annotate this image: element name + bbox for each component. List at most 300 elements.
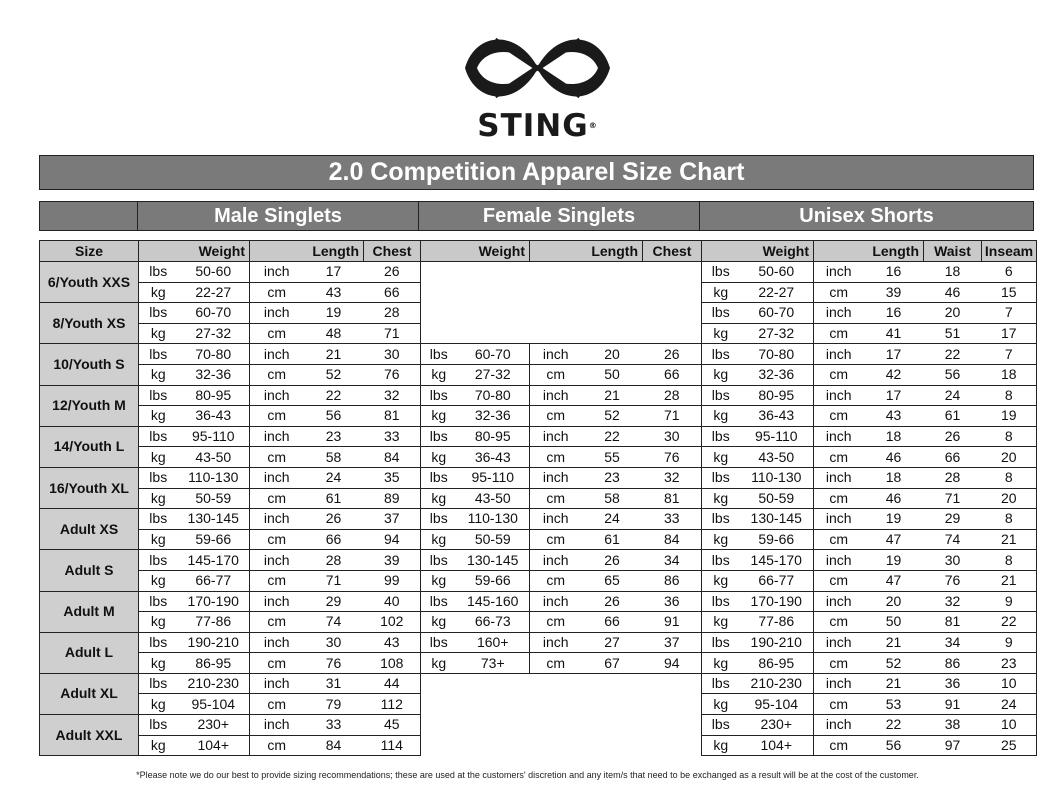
male-weight-kg: 27-32 <box>178 323 250 344</box>
unit-kg: kg <box>139 488 178 509</box>
female-empty-cell <box>643 715 702 736</box>
unit-cm: cm <box>530 653 582 674</box>
size-label: Adult L <box>40 632 139 673</box>
unit-cm: cm <box>814 570 864 591</box>
shorts-length-cm: 43 <box>864 406 924 427</box>
shorts-weight-lbs: 110-130 <box>740 467 814 488</box>
size-label: Adult XL <box>40 673 139 714</box>
unit-cm: cm <box>814 323 864 344</box>
unit-kg: kg <box>702 323 740 344</box>
female-empty-cell <box>457 262 530 283</box>
shorts-inseam-inch: 6 <box>982 262 1037 283</box>
table-row <box>40 467 1037 488</box>
shorts-inseam-inch: 8 <box>982 550 1037 571</box>
unit-kg: kg <box>702 364 740 385</box>
female-chest-inch: 26 <box>643 344 702 365</box>
male-chest-inch: 35 <box>364 467 421 488</box>
shorts-inseam-cm: 21 <box>982 529 1037 550</box>
unit-lbs: lbs <box>702 632 740 653</box>
male-length-inch: 30 <box>304 632 364 653</box>
header-male-weight: Weight <box>139 241 250 262</box>
shorts-inseam-inch: 8 <box>982 467 1037 488</box>
female-empty-cell <box>582 303 643 324</box>
male-chest-cm: 76 <box>364 364 421 385</box>
female-empty-cell <box>421 673 457 694</box>
male-weight-kg: 36-43 <box>178 406 250 427</box>
female-empty-cell <box>643 323 702 344</box>
male-length-cm: 84 <box>304 735 364 756</box>
shorts-length-inch: 19 <box>864 550 924 571</box>
female-weight-kg: 59-66 <box>457 570 530 591</box>
female-chest-inch: 34 <box>643 550 702 571</box>
section-header-blank <box>39 201 138 231</box>
male-weight-lbs: 210-230 <box>178 673 250 694</box>
male-length-cm: 71 <box>304 570 364 591</box>
unit-kg: kg <box>702 694 740 715</box>
unit-cm: cm <box>814 488 864 509</box>
shorts-length-inch: 16 <box>864 303 924 324</box>
unit-inch: inch <box>814 344 864 365</box>
shorts-weight-lbs: 95-110 <box>740 426 814 447</box>
table-row <box>40 262 1037 283</box>
shorts-inseam-inch: 7 <box>982 303 1037 324</box>
male-chest-cm: 71 <box>364 323 421 344</box>
female-empty-cell <box>582 715 643 736</box>
unit-kg: kg <box>139 282 178 303</box>
header-male-chest: Chest <box>364 241 421 262</box>
shorts-weight-kg: 95-104 <box>740 694 814 715</box>
unit-inch: inch <box>250 385 304 406</box>
male-chest-inch: 37 <box>364 509 421 530</box>
shorts-waist-inch: 38 <box>924 715 982 736</box>
shorts-waist-cm: 71 <box>924 488 982 509</box>
unit-kg: kg <box>421 488 457 509</box>
male-chest-inch: 43 <box>364 632 421 653</box>
female-empty-cell <box>421 262 457 283</box>
unit-inch: inch <box>250 426 304 447</box>
unit-cm: cm <box>250 364 304 385</box>
unit-kg: kg <box>421 612 457 633</box>
unit-cm: cm <box>814 406 864 427</box>
unit-inch: inch <box>530 344 582 365</box>
size-label: 6/Youth XXS <box>40 262 139 303</box>
shorts-waist-cm: 74 <box>924 529 982 550</box>
male-chest-cm: 108 <box>364 653 421 674</box>
shorts-waist-inch: 28 <box>924 467 982 488</box>
female-weight-lbs: 130-145 <box>457 550 530 571</box>
unit-lbs: lbs <box>702 509 740 530</box>
shorts-waist-cm: 51 <box>924 323 982 344</box>
footnote: *Please note we do our best to provide sizing recommendations; these are used at the customers' discretion and any item/s that need to be exchanged as a result will be at the cost of the customer. <box>136 770 919 780</box>
table-row <box>40 344 1037 365</box>
male-chest-inch: 26 <box>364 262 421 283</box>
unit-lbs: lbs <box>421 426 457 447</box>
shorts-inseam-cm: 21 <box>982 570 1037 591</box>
shorts-waist-cm: 56 <box>924 364 982 385</box>
female-length-cm: 55 <box>582 447 643 468</box>
unit-inch: inch <box>250 632 304 653</box>
unit-cm: cm <box>814 694 864 715</box>
unit-cm: cm <box>250 612 304 633</box>
table-row <box>40 282 1037 303</box>
male-length-inch: 28 <box>304 550 364 571</box>
shorts-weight-kg: 36-43 <box>740 406 814 427</box>
male-length-inch: 26 <box>304 509 364 530</box>
shorts-weight-lbs: 70-80 <box>740 344 814 365</box>
female-empty-cell <box>530 735 582 756</box>
female-weight-kg: 43-50 <box>457 488 530 509</box>
unit-kg: kg <box>139 694 178 715</box>
unit-lbs: lbs <box>139 550 178 571</box>
male-chest-cm: 102 <box>364 612 421 633</box>
female-chest-inch: 33 <box>643 509 702 530</box>
shorts-weight-kg: 66-77 <box>740 570 814 591</box>
unit-kg: kg <box>702 488 740 509</box>
shorts-waist-inch: 32 <box>924 591 982 612</box>
table-row <box>40 488 1037 509</box>
shorts-waist-inch: 24 <box>924 385 982 406</box>
unit-kg: kg <box>139 323 178 344</box>
unit-inch: inch <box>250 303 304 324</box>
male-length-cm: 61 <box>304 488 364 509</box>
section-unisex-shorts: Unisex Shorts <box>699 201 1034 231</box>
unit-lbs: lbs <box>139 303 178 324</box>
unit-lbs: lbs <box>139 591 178 612</box>
male-weight-lbs: 145-170 <box>178 550 250 571</box>
header-male-length: Length <box>250 241 364 262</box>
male-chest-cm: 99 <box>364 570 421 591</box>
female-empty-cell <box>643 673 702 694</box>
male-weight-lbs: 190-210 <box>178 632 250 653</box>
female-length-inch: 20 <box>582 344 643 365</box>
shorts-inseam-cm: 20 <box>982 447 1037 468</box>
unit-kg: kg <box>702 406 740 427</box>
shorts-weight-lbs: 50-60 <box>740 262 814 283</box>
female-length-inch: 22 <box>582 426 643 447</box>
male-weight-lbs: 50-60 <box>178 262 250 283</box>
table-row <box>40 673 1037 694</box>
header-shorts-waist: Waist <box>924 241 982 262</box>
female-chest-cm: 84 <box>643 529 702 550</box>
unit-kg: kg <box>421 653 457 674</box>
unit-kg: kg <box>139 612 178 633</box>
unit-lbs: lbs <box>421 467 457 488</box>
male-chest-cm: 94 <box>364 529 421 550</box>
logo-cross <box>495 40 580 96</box>
unit-inch: inch <box>530 467 582 488</box>
female-empty-cell <box>421 323 457 344</box>
shorts-length-cm: 47 <box>864 570 924 591</box>
shorts-weight-kg: 77-86 <box>740 612 814 633</box>
female-length-cm: 50 <box>582 364 643 385</box>
shorts-weight-lbs: 230+ <box>740 715 814 736</box>
unit-inch: inch <box>530 550 582 571</box>
female-length-cm: 67 <box>582 653 643 674</box>
shorts-inseam-cm: 17 <box>982 323 1037 344</box>
unit-lbs: lbs <box>702 467 740 488</box>
table-row <box>40 447 1037 468</box>
female-chest-inch: 36 <box>643 591 702 612</box>
shorts-length-inch: 17 <box>864 344 924 365</box>
male-weight-kg: 95-104 <box>178 694 250 715</box>
male-weight-kg: 43-50 <box>178 447 250 468</box>
unit-cm: cm <box>530 364 582 385</box>
male-chest-inch: 33 <box>364 426 421 447</box>
unit-cm: cm <box>250 406 304 427</box>
female-empty-cell <box>421 303 457 324</box>
female-empty-cell <box>457 735 530 756</box>
unit-cm: cm <box>250 282 304 303</box>
male-length-cm: 48 <box>304 323 364 344</box>
unit-kg: kg <box>421 406 457 427</box>
male-weight-lbs: 170-190 <box>178 591 250 612</box>
unit-cm: cm <box>250 447 304 468</box>
section-header-row <box>39 201 1034 231</box>
male-length-cm: 74 <box>304 612 364 633</box>
female-weight-kg: 27-32 <box>457 364 530 385</box>
unit-cm: cm <box>814 529 864 550</box>
unit-cm: cm <box>250 488 304 509</box>
shorts-length-cm: 53 <box>864 694 924 715</box>
male-length-cm: 66 <box>304 529 364 550</box>
unit-kg: kg <box>421 447 457 468</box>
shorts-waist-cm: 86 <box>924 653 982 674</box>
unit-lbs: lbs <box>702 426 740 447</box>
header-female-length: Length <box>530 241 643 262</box>
shorts-inseam-cm: 22 <box>982 612 1037 633</box>
unit-cm: cm <box>250 735 304 756</box>
female-length-cm: 66 <box>582 612 643 633</box>
male-weight-lbs: 110-130 <box>178 467 250 488</box>
shorts-weight-lbs: 130-145 <box>740 509 814 530</box>
male-weight-kg: 59-66 <box>178 529 250 550</box>
unit-kg: kg <box>421 570 457 591</box>
shorts-weight-kg: 32-36 <box>740 364 814 385</box>
shorts-waist-cm: 97 <box>924 735 982 756</box>
male-chest-inch: 44 <box>364 673 421 694</box>
unit-lbs: lbs <box>139 467 178 488</box>
shorts-length-inch: 17 <box>864 385 924 406</box>
unit-cm: cm <box>530 447 582 468</box>
shorts-waist-cm: 46 <box>924 282 982 303</box>
male-weight-kg: 22-27 <box>178 282 250 303</box>
shorts-waist-cm: 81 <box>924 612 982 633</box>
female-length-cm: 65 <box>582 570 643 591</box>
shorts-weight-kg: 22-27 <box>740 282 814 303</box>
female-empty-cell <box>421 735 457 756</box>
unit-kg: kg <box>139 447 178 468</box>
unit-kg: kg <box>702 529 740 550</box>
table-row <box>40 735 1037 756</box>
table-row <box>40 385 1037 406</box>
female-empty-cell <box>457 303 530 324</box>
column-header-row <box>40 241 1037 262</box>
male-weight-kg: 77-86 <box>178 612 250 633</box>
shorts-length-inch: 16 <box>864 262 924 283</box>
table-row <box>40 653 1037 674</box>
table-row <box>40 323 1037 344</box>
shorts-length-cm: 52 <box>864 653 924 674</box>
female-empty-cell <box>582 262 643 283</box>
table-row <box>40 550 1037 571</box>
shorts-weight-lbs: 145-170 <box>740 550 814 571</box>
section-female-singlets: Female Singlets <box>418 201 700 231</box>
sting-logo-mark <box>455 28 620 108</box>
header-shorts-length: Length <box>814 241 924 262</box>
unit-kg: kg <box>139 735 178 756</box>
shorts-length-cm: 41 <box>864 323 924 344</box>
shorts-weight-kg: 27-32 <box>740 323 814 344</box>
female-empty-cell <box>530 262 582 283</box>
unit-kg: kg <box>702 735 740 756</box>
size-label: 14/Youth L <box>40 426 139 467</box>
header-female-weight: Weight <box>421 241 530 262</box>
shorts-inseam-cm: 20 <box>982 488 1037 509</box>
unit-lbs: lbs <box>702 385 740 406</box>
female-weight-lbs: 145-160 <box>457 591 530 612</box>
unit-inch: inch <box>814 467 864 488</box>
unit-cm: cm <box>250 653 304 674</box>
female-chest-cm: 91 <box>643 612 702 633</box>
table-row <box>40 715 1037 736</box>
shorts-weight-kg: 86-95 <box>740 653 814 674</box>
unit-kg: kg <box>702 612 740 633</box>
shorts-length-cm: 46 <box>864 447 924 468</box>
unit-lbs: lbs <box>421 632 457 653</box>
male-weight-lbs: 60-70 <box>178 303 250 324</box>
shorts-waist-cm: 66 <box>924 447 982 468</box>
table-row <box>40 509 1037 530</box>
male-weight-kg: 50-59 <box>178 488 250 509</box>
male-length-inch: 24 <box>304 467 364 488</box>
female-chest-cm: 76 <box>643 447 702 468</box>
shorts-waist-inch: 22 <box>924 344 982 365</box>
unit-lbs: lbs <box>702 673 740 694</box>
table-row <box>40 694 1037 715</box>
shorts-inseam-inch: 8 <box>982 509 1037 530</box>
unit-lbs: lbs <box>139 344 178 365</box>
female-chest-cm: 86 <box>643 570 702 591</box>
size-label: 12/Youth M <box>40 385 139 426</box>
shorts-length-inch: 20 <box>864 591 924 612</box>
female-empty-cell <box>582 694 643 715</box>
table-row <box>40 570 1037 591</box>
unit-cm: cm <box>250 570 304 591</box>
unit-lbs: lbs <box>421 550 457 571</box>
unit-kg: kg <box>139 653 178 674</box>
unit-inch: inch <box>814 673 864 694</box>
shorts-length-cm: 46 <box>864 488 924 509</box>
shorts-weight-lbs: 80-95 <box>740 385 814 406</box>
male-weight-kg: 66-77 <box>178 570 250 591</box>
shorts-inseam-inch: 10 <box>982 673 1037 694</box>
unit-cm: cm <box>250 323 304 344</box>
female-empty-cell <box>582 282 643 303</box>
female-empty-cell <box>457 694 530 715</box>
shorts-waist-cm: 61 <box>924 406 982 427</box>
unit-inch: inch <box>814 426 864 447</box>
shorts-weight-lbs: 170-190 <box>740 591 814 612</box>
unit-inch: inch <box>530 426 582 447</box>
unit-inch: inch <box>814 591 864 612</box>
female-empty-cell <box>457 323 530 344</box>
size-label: Adult XXL <box>40 715 139 756</box>
unit-lbs: lbs <box>139 715 178 736</box>
unit-inch: inch <box>250 344 304 365</box>
header-size: Size <box>40 241 139 262</box>
shorts-length-cm: 47 <box>864 529 924 550</box>
unit-inch: inch <box>250 262 304 283</box>
unit-lbs: lbs <box>421 385 457 406</box>
male-chest-inch: 45 <box>364 715 421 736</box>
unit-lbs: lbs <box>139 509 178 530</box>
shorts-inseam-inch: 7 <box>982 344 1037 365</box>
unit-lbs: lbs <box>702 262 740 283</box>
unit-inch: inch <box>814 632 864 653</box>
unit-inch: inch <box>530 632 582 653</box>
shorts-inseam-inch: 8 <box>982 426 1037 447</box>
female-empty-cell <box>530 715 582 736</box>
shorts-length-inch: 18 <box>864 426 924 447</box>
shorts-length-cm: 42 <box>864 364 924 385</box>
shorts-length-inch: 22 <box>864 715 924 736</box>
shorts-weight-kg: 50-59 <box>740 488 814 509</box>
unit-lbs: lbs <box>139 385 178 406</box>
table-row <box>40 529 1037 550</box>
female-chest-cm: 81 <box>643 488 702 509</box>
shorts-weight-kg: 104+ <box>740 735 814 756</box>
unit-lbs: lbs <box>139 673 178 694</box>
female-empty-cell <box>421 694 457 715</box>
shorts-inseam-inch: 8 <box>982 385 1037 406</box>
female-weight-lbs: 160+ <box>457 632 530 653</box>
size-label: Adult S <box>40 550 139 591</box>
female-length-inch: 24 <box>582 509 643 530</box>
female-empty-cell <box>421 282 457 303</box>
female-empty-cell <box>457 282 530 303</box>
male-weight-lbs: 80-95 <box>178 385 250 406</box>
female-chest-cm: 66 <box>643 364 702 385</box>
female-empty-cell <box>457 715 530 736</box>
shorts-inseam-cm: 23 <box>982 653 1037 674</box>
male-length-cm: 52 <box>304 364 364 385</box>
female-length-cm: 61 <box>582 529 643 550</box>
shorts-length-inch: 21 <box>864 673 924 694</box>
male-chest-inch: 32 <box>364 385 421 406</box>
table-row <box>40 612 1037 633</box>
male-chest-inch: 30 <box>364 344 421 365</box>
unit-lbs: lbs <box>702 344 740 365</box>
male-weight-lbs: 130-145 <box>178 509 250 530</box>
unit-lbs: lbs <box>702 715 740 736</box>
unit-inch: inch <box>814 509 864 530</box>
unit-cm: cm <box>814 612 864 633</box>
shorts-length-inch: 18 <box>864 467 924 488</box>
unit-cm: cm <box>250 529 304 550</box>
female-length-inch: 26 <box>582 550 643 571</box>
female-length-cm: 58 <box>582 488 643 509</box>
female-weight-kg: 66-73 <box>457 612 530 633</box>
female-empty-cell <box>582 673 643 694</box>
unit-kg: kg <box>702 570 740 591</box>
female-weight-kg: 73+ <box>457 653 530 674</box>
female-empty-cell <box>530 694 582 715</box>
shorts-inseam-inch: 9 <box>982 632 1037 653</box>
shorts-weight-kg: 43-50 <box>740 447 814 468</box>
unit-lbs: lbs <box>702 303 740 324</box>
female-length-inch: 26 <box>582 591 643 612</box>
female-empty-cell <box>530 282 582 303</box>
